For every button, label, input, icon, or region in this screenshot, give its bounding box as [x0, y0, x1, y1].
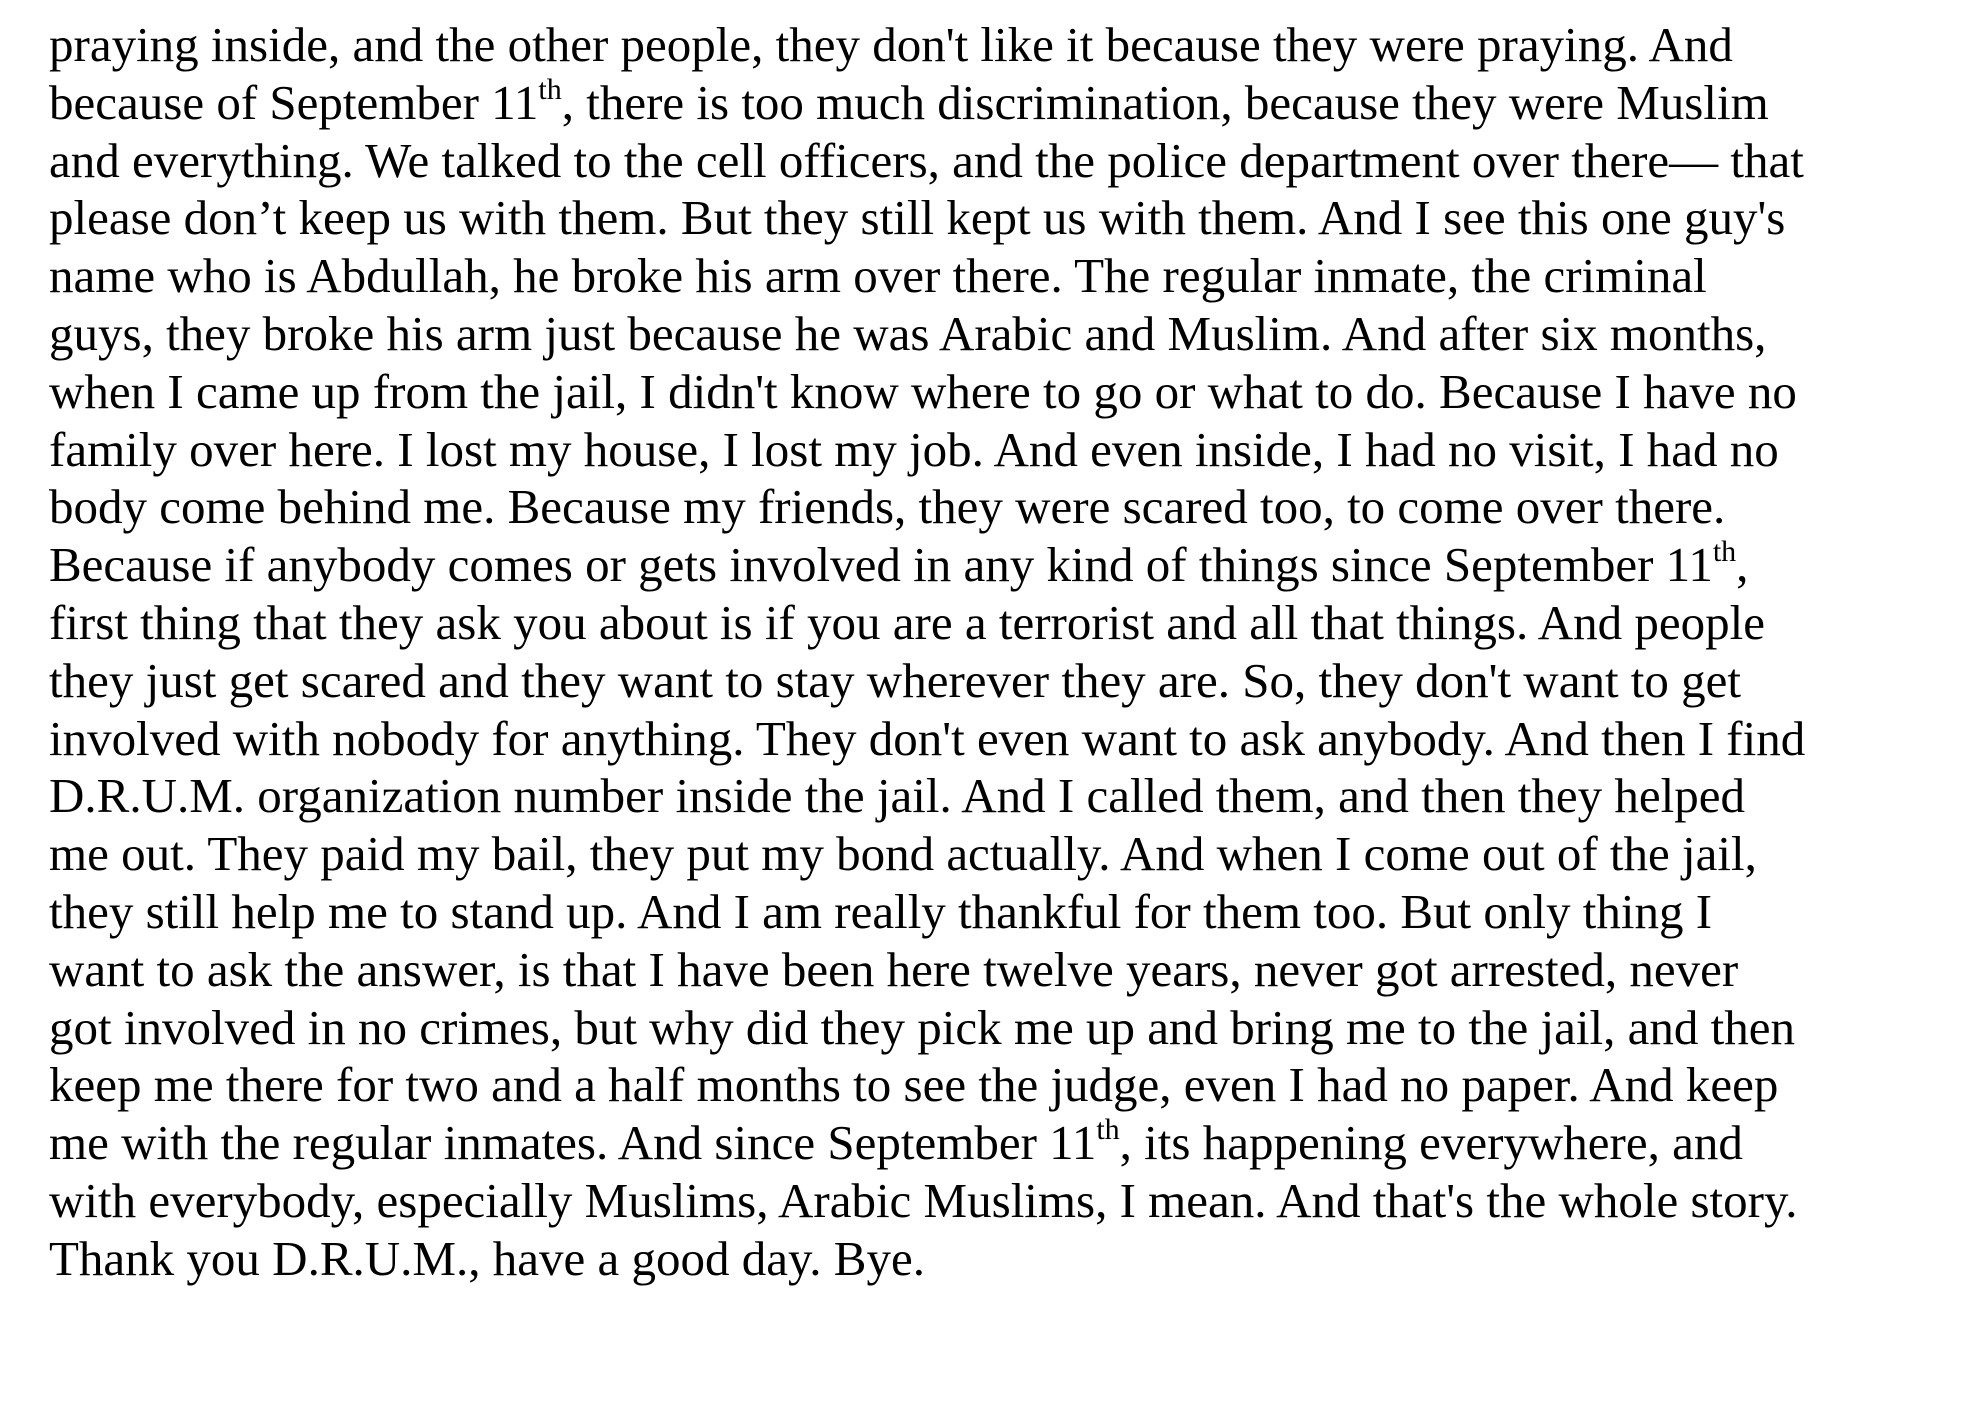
text-segment: me with the regular inmates. And since September 11	[49, 1115, 1097, 1171]
text-segment: ,	[1736, 537, 1749, 593]
text-line: when I came up from the jail, I didn't know where to go or what to do. Because I have no	[49, 363, 1797, 419]
text-line: keep me there for two and a half months to see the judge, even I had no paper. And keep	[49, 1057, 1779, 1113]
text-segment: Because if anybody comes or gets involved in any kind of things since September 11	[49, 537, 1713, 593]
text-line	[49, 1114, 1949, 1172]
ordinal-superscript: th	[1712, 535, 1737, 569]
ordinal-superscript: th	[538, 72, 562, 106]
text-segment: , there is too much discrimination, because they were Muslim	[561, 74, 1769, 130]
text-line: with everybody, especially Muslims, Arabic Muslims, I mean. And that's the whole story.	[49, 1172, 1798, 1228]
text-segment: because of September 11	[49, 74, 539, 130]
text-line: family over here. I lost my house, I lost my job. And even inside, I had no visit, I had no	[49, 421, 1779, 477]
text-line: they still help me to stand up. And I am really thankful for them too. But only thing I	[49, 883, 1713, 939]
text-line: first thing that they ask you about is if you are a terrorist and all that things. And people	[49, 594, 1766, 650]
text-line: Thank you D.R.U.M., have a good day. Bye.	[49, 1230, 925, 1286]
text-line: involved with nobody for anything. They don't even want to ask anybody. And then I find	[49, 710, 1806, 766]
text-line: me out. They paid my bail, they put my bond actually. And when I come out of the jail,	[49, 826, 1757, 882]
text-line: got involved in no crimes, but why did they pick me up and bring me to the jail, and then	[49, 999, 1795, 1055]
text-line: praying inside, and the other people, they don't like it because they were praying. And	[49, 17, 1733, 72]
text-segment: , its happening everywhere, and	[1119, 1115, 1743, 1171]
text-line: they just get scared and they want to stay wherever they are. So, they don't want to get	[49, 652, 1742, 708]
text-line: name who is Abdullah, he broke his arm over there. The regular inmate, the criminal	[49, 248, 1707, 304]
text-line: body come behind me. Because my friends, they were scared too, to come over there.	[49, 479, 1726, 535]
ordinal-superscript: th	[1096, 1113, 1120, 1147]
text-line: D.R.U.M. organization number inside the jail. And I called them, and then they helped	[49, 768, 1746, 824]
text-line: and everything. We talked to the cell officers, and the police department over there— that	[49, 132, 1804, 188]
transcript-body	[49, 16, 1949, 1288]
text-line	[49, 74, 1949, 132]
text-line	[49, 536, 1949, 594]
text-line: please don’t keep us with them. But they still kept us with them. And I see this one guy's	[49, 190, 1786, 246]
text-line: guys, they broke his arm just because he was Arabic and Muslim. And after six months,	[49, 305, 1767, 361]
text-line: want to ask the answer, is that I have been here twelve years, never got arrested, never	[49, 941, 1739, 997]
